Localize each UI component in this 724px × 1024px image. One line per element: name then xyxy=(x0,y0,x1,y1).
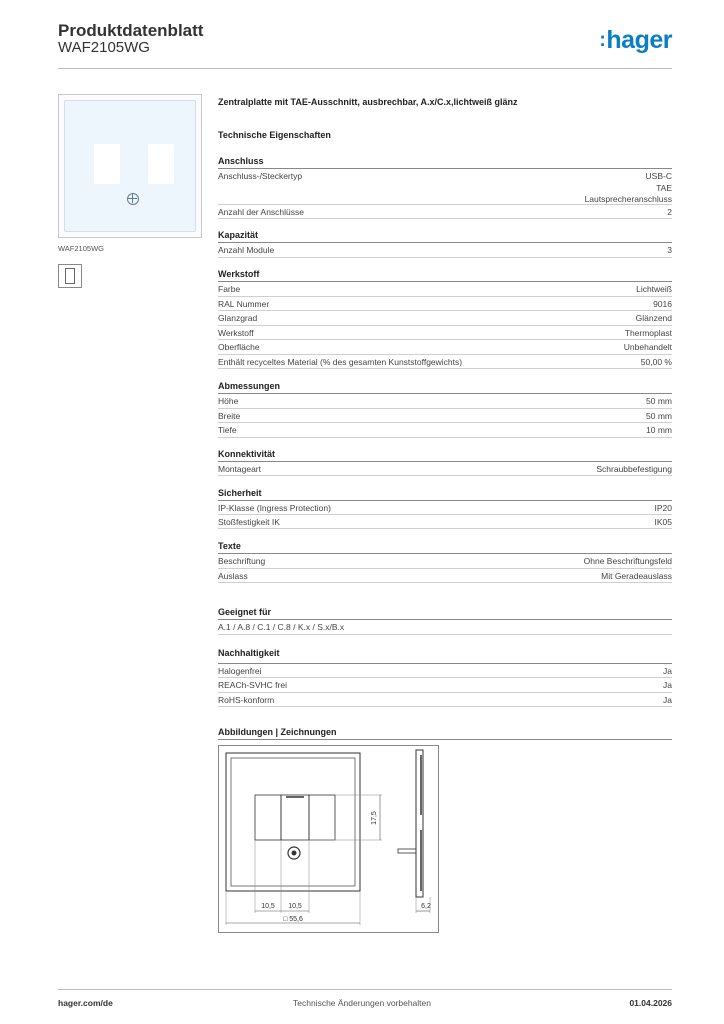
row-label: Auslass xyxy=(218,571,248,581)
row-label: Tiefe xyxy=(218,425,237,435)
section-title-nachhaltigkeit: Nachhaltigkeit xyxy=(218,648,280,658)
row-value: Lichtweiß xyxy=(636,284,672,294)
row-value: 3 xyxy=(667,245,672,255)
row-value: Thermoplast xyxy=(624,328,672,338)
table-row xyxy=(218,501,672,515)
table-row xyxy=(218,169,672,205)
row-value: Schraubbefestigung xyxy=(596,464,672,474)
row-label: Breite xyxy=(218,411,241,421)
footer-date: 01.04.2026 xyxy=(629,998,672,1008)
table-row xyxy=(218,311,672,326)
product-description: Zentralplatte mit TAE-Ausschnitt, ausbrechbar, A.x/C.x,lichtweiß glänz xyxy=(218,97,518,107)
section-title-werkstoff: Werkstoff xyxy=(218,269,260,279)
section-title-sicherheit: Sicherheit xyxy=(218,488,262,498)
product-image-caption: WAF2105WG xyxy=(58,244,104,253)
section-title-abmessungen: Abmessungen xyxy=(218,381,281,391)
section-title-texte: Texte xyxy=(218,541,241,551)
screw-icon xyxy=(127,193,139,205)
table-row xyxy=(218,423,672,438)
table-row xyxy=(218,243,672,258)
row-label: RAL Nummer xyxy=(218,299,270,309)
table-row xyxy=(218,282,672,297)
table-row xyxy=(218,462,672,476)
row-label: Beschriftung xyxy=(218,556,266,566)
plate-opening-right xyxy=(148,144,174,184)
row-label: Anschluss-/Steckertyp xyxy=(218,171,303,181)
row-value: USB-C TAE Lautsprecheranschluss xyxy=(584,171,672,204)
dim-left-label: 10,5 xyxy=(261,903,275,910)
row-value: Glänzend xyxy=(635,313,672,323)
table-row xyxy=(218,515,672,529)
row-value: 2 xyxy=(667,207,672,217)
row-label: Montageart xyxy=(218,464,261,474)
table-row xyxy=(218,326,672,340)
drawing-frame xyxy=(219,746,439,933)
section-title-abbildungen: Abbildungen | Zeichnungen xyxy=(218,727,337,737)
section-divider xyxy=(218,739,672,740)
table-row xyxy=(218,340,672,355)
row-label: Stoßfestigkeit IK xyxy=(218,517,280,527)
row-value: 9016 xyxy=(653,299,672,309)
table-row xyxy=(218,620,672,635)
document-title: Produktdatenblatt xyxy=(58,21,204,40)
table-row xyxy=(218,678,672,693)
row-value: Ja xyxy=(663,680,672,690)
section-title-konnektivitaet: Konnektivität xyxy=(218,449,276,459)
table-row xyxy=(218,297,672,311)
row-label: Oberfläche xyxy=(218,342,260,352)
row-value: Mit Geradeauslass xyxy=(601,571,672,581)
footer-website-link[interactable]: hager.com/de xyxy=(58,998,113,1008)
technical-properties-heading: Technische Eigenschaften xyxy=(218,130,331,140)
dim-depth-label: 6,2 xyxy=(421,903,431,910)
dim-height-label: 17,5 xyxy=(371,811,378,825)
row-value: Ja xyxy=(663,695,672,705)
row-label: Farbe xyxy=(218,284,241,294)
footer-divider xyxy=(58,989,672,990)
row-label: Enthält recyceltes Material (% des gesamten Kunststoffgewichts) xyxy=(218,357,463,367)
table-row xyxy=(218,394,672,409)
header-divider xyxy=(58,68,672,69)
dim-total-label: □ 55,6 xyxy=(283,916,303,923)
row-value: IK05 xyxy=(654,517,672,527)
row-label: RoHS-konform xyxy=(218,695,275,705)
product-image xyxy=(58,94,202,238)
row-value: 10 mm xyxy=(646,425,672,435)
row-label: Anzahl der Anschlüsse xyxy=(218,207,304,217)
row-value: Ohne Beschriftungsfeld xyxy=(583,556,672,566)
row-value: Unbehandelt xyxy=(623,342,672,352)
row-label: Halogenfrei xyxy=(218,666,262,676)
row-label: Werkstoff xyxy=(218,328,254,338)
product-code: WAF2105WG xyxy=(58,39,150,56)
row-label: IP-Klasse (Ingress Protection) xyxy=(218,503,331,513)
socket-thumbnail-icon xyxy=(65,268,75,284)
hager-logo[interactable] xyxy=(599,26,672,55)
technical-drawing xyxy=(218,745,439,933)
row-label: Glanzgrad xyxy=(218,313,258,323)
row-label: REACh-SVHC frei xyxy=(218,680,287,690)
row-label: Höhe xyxy=(218,396,239,406)
thumbnail-image[interactable] xyxy=(58,264,82,288)
cover-plate xyxy=(64,100,196,232)
table-row xyxy=(218,355,672,369)
table-row xyxy=(218,664,672,678)
footer-disclaimer: Technische Änderungen vorbehalten xyxy=(293,998,431,1008)
row-label: A.1 / A.8 / C.1 / C.8 / K.x / S.x/B.x xyxy=(218,622,345,632)
table-row xyxy=(218,409,672,423)
row-value: 50,00 % xyxy=(640,357,672,367)
table-row xyxy=(218,205,672,219)
logo-text: hager xyxy=(606,26,672,54)
table-row xyxy=(218,554,672,569)
row-value: 50 mm xyxy=(646,411,672,421)
section-title-anschluss: Anschluss xyxy=(218,156,264,166)
row-value: 50 mm xyxy=(646,396,672,406)
table-row xyxy=(218,693,672,707)
plate-opening-left xyxy=(94,144,120,184)
dim-right-label: 10,5 xyxy=(288,903,302,910)
logo-dots: : xyxy=(599,29,606,51)
screw-center-icon xyxy=(292,851,297,856)
row-label: Anzahl Module xyxy=(218,245,275,255)
row-value: IP20 xyxy=(654,503,672,513)
section-title-kapazitaet: Kapazität xyxy=(218,230,259,240)
table-row xyxy=(218,569,672,583)
section-title-geeignet: Geeignet für xyxy=(218,607,272,617)
row-value: Ja xyxy=(663,666,672,676)
